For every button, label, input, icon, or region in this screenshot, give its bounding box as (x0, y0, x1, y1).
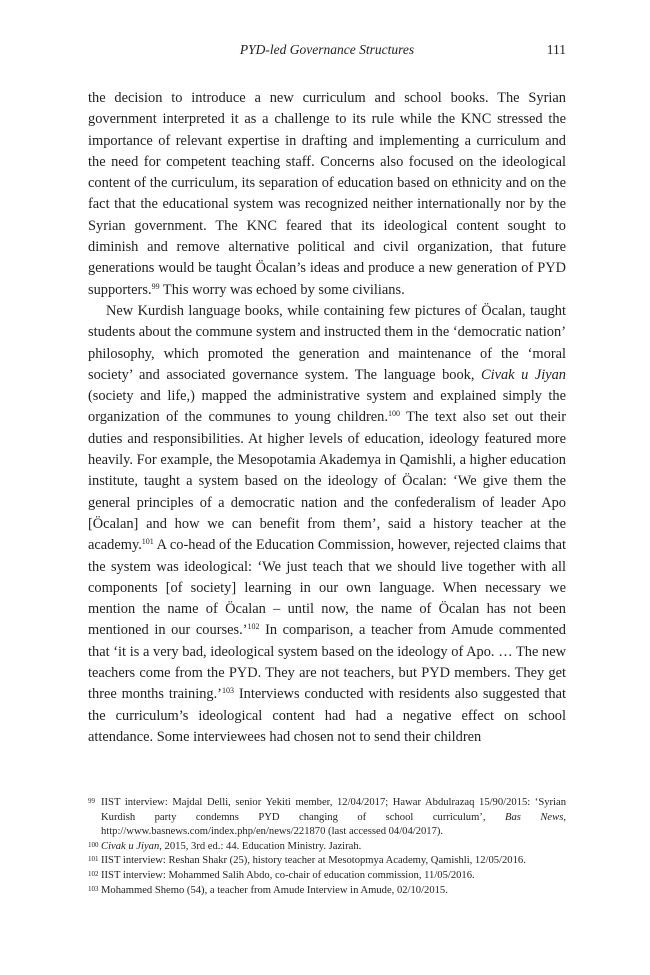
text-run: In comparison, a teacher from Amude commented that ‘it is a very bad, ideological system based on the ideology of Apo. … The new teachers come from the PYD. They are not teachers, but PYD members. They get three months training.’ (88, 622, 566, 703)
footnote-ref[interactable]: 102 (247, 622, 260, 632)
text-run: A co-head of the Education Commission, however, rejected claims that the system was ideological: ‘We just teach that we should live together with all components [of society] learning in our own language. When necessary we mention the name of Öcalan – until now, the name of Öcalan has not been mentioned in our courses.’ (88, 537, 566, 639)
footnote-text: , http://www.basnews.com/index.php/en/news/221870 (last accessed 04/04/2017). (101, 811, 566, 838)
footnote-text: IIST interview: Reshan Shakr (25), history teacher at Mesotopmya Academy, Qamishli, 12/05/2016. (101, 855, 526, 867)
footnote-number: 102 (88, 869, 99, 878)
text-run: (society and life,) mapped the administrative system and explained simply the organization of the communes to young children. (88, 388, 566, 426)
footnote-ref[interactable]: 101 (141, 537, 154, 547)
footnote-ref[interactable]: 103 (221, 686, 234, 696)
footnote-ref[interactable]: 99 (151, 281, 160, 291)
page-number: 111 (546, 42, 566, 57)
footnote-number: 99 (88, 797, 95, 805)
footnote (88, 840, 566, 855)
paragraph (88, 88, 566, 301)
footnote-text: IIST interview: Majdal Delli, senior Yekiti member, 12/04/2017; Hawar Abdulrazaq 15/90/2015: ‘Syrian Kurdish party condemns PYD changing of school curriculum’, (101, 797, 566, 823)
text-run: Interviews conducted with residents also suggested that the curriculum’s ideological content had had a negative effect on school attendance. Some interviewees had chosen not to send their children (88, 686, 567, 745)
footnote (88, 796, 566, 840)
footnote (88, 869, 566, 884)
text-run: This worry was echoed by some civilians. (159, 281, 405, 298)
running-head: PYD-led Governance Structures (239, 42, 415, 57)
footnote-number: 100 (88, 840, 99, 849)
page-header (88, 42, 566, 64)
publication-title: Bas News (504, 811, 564, 823)
footnote (88, 884, 566, 899)
footnotes (88, 796, 566, 898)
book-title: Civak u Jiyan (101, 840, 160, 852)
text-run: the decision to introduce a new curriculum and school books. The Syrian government interpreted it as a challenge to its rule while the KNC stressed the importance of relevant expertise in drafting and implementing a curriculum and the need for competent teaching staff. Concerns also focused on the ideological content of the curriculum, its separation of education based on ethnicity and on the fact that the educational system was recognized neither internationally nor by the Syrian government. The KNC feared that its ideological content sought to diminish and remove alternative political and civil organization, that future generations would be taught Öcalan’s ideas and produce a new generation of PYD supporters. (88, 90, 566, 298)
footnote-text: IIST interview: Mohammed Salih Abdo, co-chair of education commission, 11/05/2016. (101, 869, 475, 881)
footnote-text: Mohammed Shemo (54), a teacher from Amude Interview in Amude, 02/10/2015. (101, 884, 448, 896)
book-title: Civak u Jiyan (481, 366, 566, 383)
footnote (88, 854, 566, 869)
footnote-ref[interactable]: 100 (387, 409, 400, 419)
text-run: The text also set out their duties and responsibilities. At higher levels of education, ideology featured more heavily. For example, the Mesopotamia Akademya in Qamishli, a higher education institute, taught a system based on the ideology of Öcalan: ‘We give them the general principles of a democratic nation and the confederalism of leader Apo [Öcalan] and how we can benefit from them’, said a history teacher at the academy. (88, 409, 566, 554)
footnote-number: 103 (88, 884, 99, 893)
footnote-text: , 2015, 3rd ed.: 44. Education Ministry. Jazirah. (159, 840, 362, 852)
paragraph (88, 301, 566, 748)
footnote-number: 101 (88, 855, 99, 864)
body-text (88, 88, 566, 748)
text-run: New Kurdish language books, while containing few pictures of Öcalan, taught students about the commune system and instructed them in the ‘democratic nation’ philosophy, which promoted the generation and maintenance of the ‘moral society’ and associated governance system. The language book, (88, 302, 566, 383)
